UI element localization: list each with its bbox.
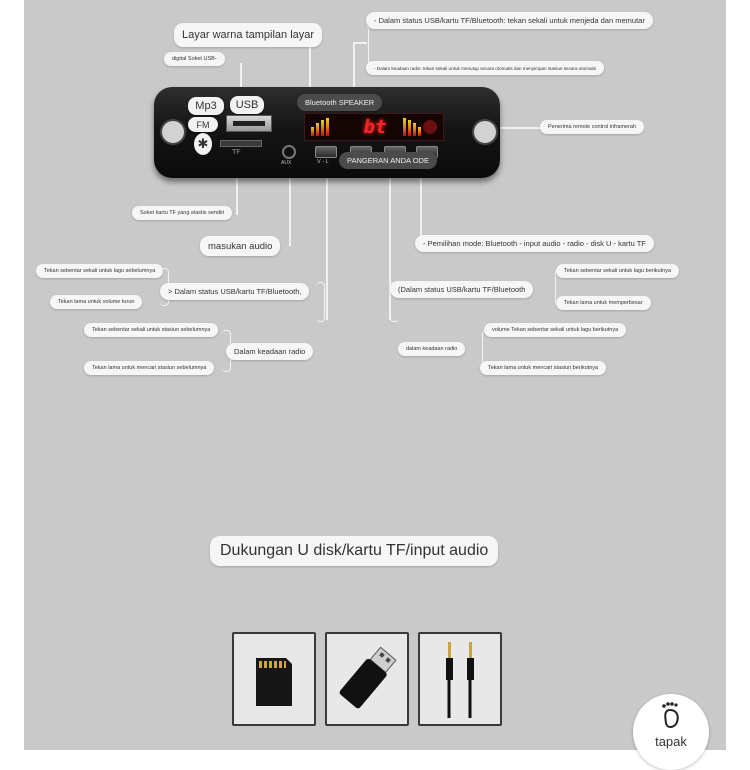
mode-select-label: - Pemilihan mode: Bluetooth - input audio - radio - disk U - kartu TF: [415, 235, 654, 252]
aux-cable-icon: [418, 632, 502, 726]
level-bars-left: [311, 118, 333, 136]
usb-chip: USB: [230, 96, 264, 114]
sd-card-icon: [232, 632, 316, 726]
aux-jack[interactable]: [282, 145, 296, 159]
prev-station-short-label: Tekan sebentar sekali untuk stasiun sebelumnya: [84, 323, 218, 337]
mp3-chip: Mp3: [188, 97, 224, 115]
connector-line: [326, 160, 328, 320]
led-display: [304, 113, 444, 141]
bluetooth-speaker-label: Bluetooth SPEAKER: [297, 94, 382, 111]
volume-up-label: Tekan lama untuk memperbesar: [556, 296, 651, 310]
bluetooth-icon: ✱: [194, 133, 212, 155]
usb-socket[interactable]: [226, 115, 272, 132]
tapak-label: tapak: [655, 734, 687, 749]
mounting-hole: [160, 119, 186, 145]
level-bars-right: [403, 118, 425, 136]
usb-status-left-label: > Dalam status USB/kartu TF/Bluetooth,: [160, 283, 309, 300]
remote-receiver-label: Penerima remote control inframerah: [540, 120, 644, 134]
tf-label: TF: [232, 149, 241, 156]
prev-station-long-label: Tekan lama untuk mencari stasiun sebelumnya: [84, 361, 214, 375]
vol-label: V - L: [317, 159, 329, 165]
display-readout: bt: [363, 116, 387, 138]
usb-status-right-label: (Dalam status USB/kartu TF/Bluetooth: [390, 281, 533, 298]
audio-input-label: masukan audio: [200, 236, 280, 256]
radio-state-right-label: dalam keadaan radio: [398, 342, 465, 356]
tapak-button[interactable]: [633, 694, 709, 770]
volume-down-label: Tekan lama untuk volume turun: [50, 295, 142, 309]
fm-chip: FM: [188, 117, 218, 132]
next-song-label: Tekan sebentar sekali untuk lagu berikutnya: [556, 264, 679, 278]
prev-song-label: Tekan sebentar sekali untuk lagu sebelumnya: [36, 264, 163, 278]
radio-scan-info: - Dalam keadaan radio: tekan sekali untuk menutup secara otomatis dan menyimpan stasiun secara otomatis: [366, 61, 604, 75]
aux-label: AUX: [281, 160, 292, 166]
footprint-icon: [657, 702, 685, 732]
next-station-short-label: volume Tekan sebentar sekali untuk lagu berikutnya: [484, 323, 626, 337]
radio-state-left-label: Dalam keadaan radio: [226, 343, 313, 360]
next-station-long-label: Tekan lama untuk mencari stasiun berikutnya: [480, 361, 606, 375]
mounting-hole: [472, 119, 498, 145]
tf-card-slot[interactable]: [220, 140, 262, 147]
pangeran-ode-label: PANGERAN ANDA ODE: [339, 152, 437, 169]
display-title-label: Layar warna tampilan layar: [174, 23, 322, 47]
bracket: [362, 26, 369, 66]
play-pause-info: - Dalam status USB/kartu TF/Bluetooth: tekan sekali untuk menjeda dan memutar: [366, 12, 653, 29]
ir-receiver: [423, 120, 437, 134]
tf-socket-label: Soket kartu TF yang elastis sendiri: [132, 206, 232, 220]
bracket: [316, 282, 325, 322]
prev-volume-button[interactable]: [315, 146, 337, 158]
usb-drive-icon: [325, 632, 409, 726]
support-caption: Dukungan U disk/kartu TF/input audio: [210, 536, 498, 566]
usb-socket-label: digital Soket USB-: [164, 52, 225, 66]
